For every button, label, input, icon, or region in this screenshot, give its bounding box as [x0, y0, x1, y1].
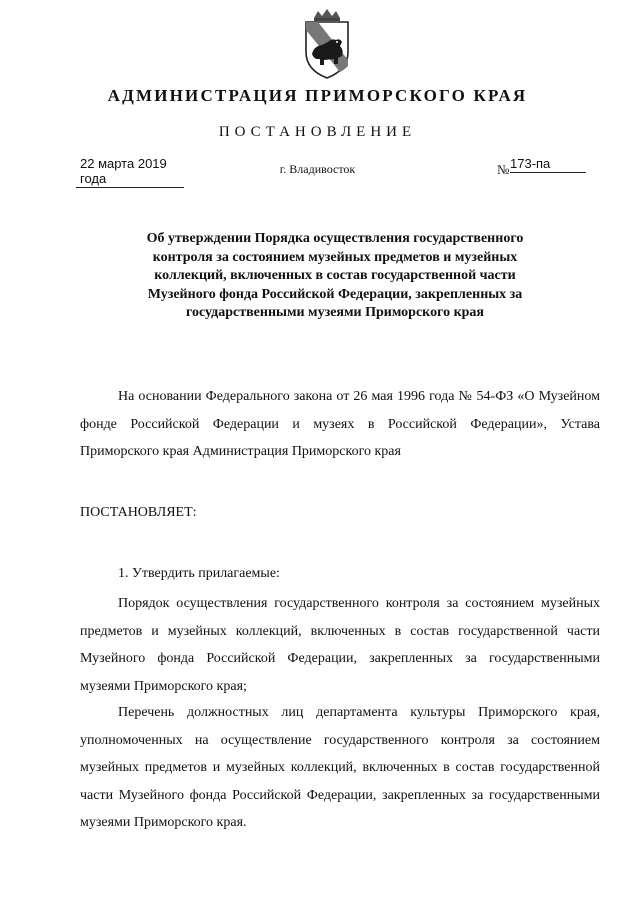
item-1-officials-list: Перечень должностных лиц департамента культуры Приморского края, уполномоченных на осуществление государственного контроля за состоянием музейных предметов и музейных коллекций, включенных в состав государственной части Музейного фонда Российской Федерации, закрепленных за государственными музеями Приморского края.: [80, 705, 600, 830]
decree-heading: ПОСТАНОВЛЯЕТ:: [80, 505, 197, 520]
document-number: 173-па: [510, 156, 586, 173]
item-1-heading: 1. Утвердить прилагаемые:: [118, 566, 280, 581]
document-title: Об утверждении Порядка осуществления государственного контроля за состоянием музейных предметов и музейных коллекций, включенных в состав государственной части Музейного фонда Российской Федерации, закрепленных за государственными музеями Приморского края: [146, 231, 524, 320]
primorsky-coat-of-arms-icon: [298, 8, 356, 80]
document-city: г. Владивосток: [279, 162, 356, 176]
document-date: 22 марта 2019 года: [76, 156, 184, 188]
organization-name: АДМИНИСТРАЦИЯ ПРИМОРСКОГО КРАЯ: [107, 86, 528, 105]
item-1-procedure: Порядок осуществления государственного контроля за состоянием музейных предметов и музейных коллекций, включенных в состав государственной части Музейного фонда Российской Федерации, закрепленных за государственными музеями Приморского края;: [80, 596, 600, 694]
document-type: ПОСТАНОВЛЕНИЕ: [218, 124, 417, 140]
document-number-label: №: [497, 162, 510, 177]
basis-paragraph: На основании Федерального закона от 26 мая 1996 года № 54-ФЗ «О Музейном фонде Российской Федерации и музеях в Российской Федерации», Устава Приморского края Администрация Приморского края: [80, 389, 600, 459]
